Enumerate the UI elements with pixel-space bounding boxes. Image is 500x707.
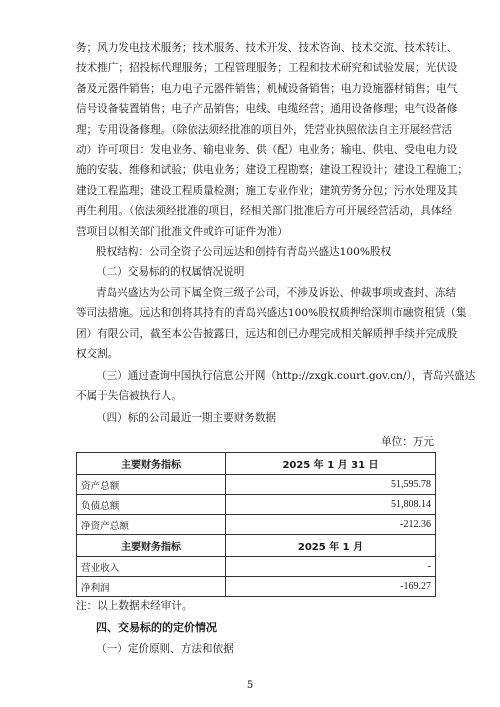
pricing-section-heading: 四、交易标的的定价情况 — [96, 621, 217, 634]
table-row — [77, 577, 436, 597]
text-line: 团）有限公司，截至本公告披露日，远达和创已办理完成相关解质押手续并完成股 — [76, 327, 458, 340]
table-row — [77, 515, 436, 535]
table-cell-label: 负债总额 — [77, 495, 226, 515]
text-line: 信号设备装置销售；电子产品销售；电线、电缆经营；通用设备修理；电气设备修 — [76, 103, 458, 116]
text-line: 再生利用。（依法须经批准的项目，经相关部门批准后方可开展经营活动，具体经 — [76, 205, 453, 218]
table-note: 注：以上数据未经审计。 — [76, 600, 193, 612]
table-cell-value: -169.27 — [226, 577, 436, 597]
text-line: 务；风力发电技术服务；技术服务、技术开发、技术咨询、技术交流、技术转让、 — [76, 42, 458, 54]
text-line: 建设工程监理；建设工程质量检测；施工专业作业；建筑劳务分包；污水处理及其 — [76, 184, 458, 197]
pricing-subheading: （一）定价原则、方法和依据 — [96, 643, 234, 655]
table-cell-value: - — [226, 557, 436, 577]
table-cell-value: -212.36 — [226, 515, 436, 535]
text-line: 技术推广；招投标代理服务；工程管理服务；工程和技术研究和试验发展；光伏设 — [76, 62, 458, 75]
unit-label: 单位：万元 — [381, 436, 434, 448]
table-cell-value: 51,595.78 — [226, 475, 436, 495]
table-header-cell: 主要财务指标 — [77, 453, 226, 475]
table-header-cell: 主要财务指标 — [77, 535, 226, 557]
table-cell-value: 51,808.14 — [226, 495, 436, 515]
table-cell-label: 净资产总额 — [77, 515, 226, 535]
table-cell-label: 资产总额 — [77, 475, 226, 495]
text-line: 不属于失信被执行人。 — [76, 390, 182, 403]
text-line: 营项目以相关部门批准文件或许可证件为准） — [76, 225, 288, 238]
table-row — [77, 557, 436, 577]
text-line: 权交割。 — [76, 348, 119, 361]
text-line: 青岛兴盛达为公司下属全资三级子公司，不涉及诉讼、仲裁事项或查封、冻结 — [96, 287, 457, 299]
business-scope-paragraph — [76, 38, 468, 242]
ownership-heading: （二）交易标的的权属情况说明 — [96, 266, 245, 278]
table-row — [77, 495, 436, 515]
table-header-row — [77, 535, 436, 557]
table-cell-label: 净利润 — [77, 577, 226, 597]
text-line: 施的安装、维修和试验；供电业务；建设工程勘察；建设工程设计；建设工程施工； — [76, 164, 468, 177]
table-row — [77, 475, 436, 495]
financial-table — [76, 452, 436, 597]
ownership-paragraph — [76, 283, 467, 365]
text-line: 等司法措施。远达和创将其持有的青岛兴盛达100%股权质押给深圳市融资租赁（集 — [76, 307, 467, 320]
equity-structure-line: 股权结构：公司全资子公司远达和创持有青岛兴盛达100%股权 — [96, 246, 392, 258]
credit-paragraph — [76, 366, 476, 407]
table-header-row — [77, 453, 436, 475]
table-header-cell: 2025 年 1 月 — [226, 535, 436, 557]
text-line: （三）通过查询中国执行信息公开网（http://zxgk.court.gov.cn/），青岛兴盛达 — [96, 370, 476, 382]
text-line: 理；专用设备修理。（除依法须经批准的项目外，凭营业执照依法自主开展经营活 — [76, 123, 453, 136]
page-number: 5 — [246, 680, 254, 691]
text-line: 动）许可项目：发电业务、输电业务、供（配）电业务；输电、供电、受电电力设 — [76, 144, 458, 157]
table-cell-label: 营业收入 — [77, 557, 226, 577]
table-header-cell: 2025 年 1 月 31 日 — [226, 453, 436, 475]
financial-heading: （四）标的公司最近一期主要财务数据 — [96, 412, 277, 424]
text-line: 备及元器件销售；电力电子元器件销售；机械设备销售；电力设施器材销售；电气 — [76, 82, 458, 95]
